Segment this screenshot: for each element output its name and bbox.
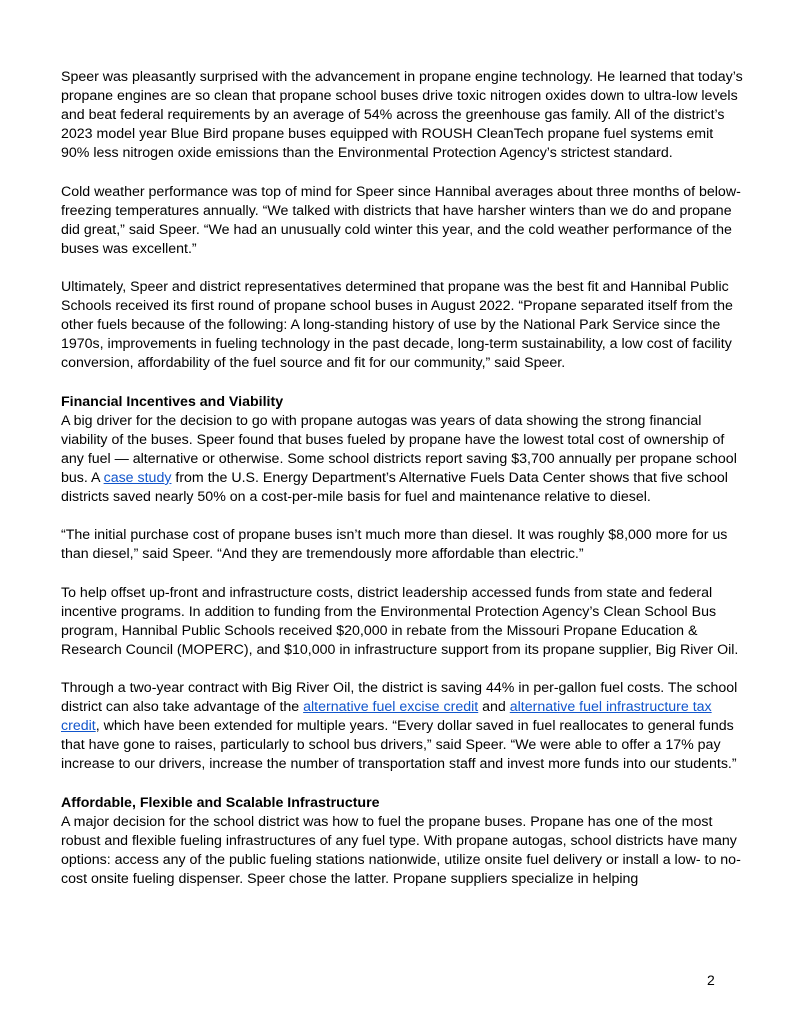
paragraph-propane-choice: Ultimately, Speer and district representatives determined that propane was the best fit and Hannibal Public Schools received its first round of propane school buses in August 2022. “Propane separated itself from the other fuels because of the following: A long-standing history of use by the National Park Service since the 1970s, improvements in fueling technology in the past decade, long-term sustainability, a low cost of facility conversion, affordability of the fuel source and fit for our community,” said Speer.: [61, 279, 733, 372]
document-page: [61, 68, 745, 908]
paragraph-incentive-programs: To help offset up-front and infrastructure costs, district leadership accessed funds from state and federal incentive programs. In addition to funding from the Environmental Protection Agency’s Clean School Bus program, Hannibal Public Schools received $20,000 in rebate from the Missouri Propane Education & Research Council (MOPERC), and $10,000 in infrastructure support from its propane supplier, Big River Oil.: [61, 584, 739, 658]
paragraph-text: and: [478, 699, 510, 716]
page-number: 2: [707, 972, 715, 988]
case-study-link[interactable]: case study: [103, 469, 172, 486]
paragraph-text: Through a two-year contract with Big River Oil, the district is saving 44% in per-gallon fuel costs. The school district can also take advantage of the: [61, 680, 738, 716]
infrastructure-tax-credit-link[interactable]: alternative fuel infrastructure tax credit: [61, 699, 712, 735]
heading-infrastructure: Affordable, Flexible and Scalable Infrastructure: [61, 794, 380, 811]
paragraph-cold-weather: Cold weather performance was top of mind for Speer since Hannibal averages about three months of below-freezing temperatures annually. “We talked with districts that have harsher winters than we do and propane did great,” said Speer. “We had an unusually cold winter this year, and the cold weather performance of the buses was excellent.”: [61, 183, 741, 257]
heading-financial-incentives: Financial Incentives and Viability: [61, 393, 284, 410]
paragraph-financial-viability: [61, 412, 745, 507]
paragraph-engine-technology: Speer was pleasantly surprised with the advancement in propane engine technology. He learned that today’s propane engines are so clean that propane school buses drive toxic nitrogen oxides down to ultra-low levels and beat federal requirements by an average of 54% across the greenhouse gas family. All of the district’s 2023 model year Blue Bird propane buses equipped with ROUSH CleanTech propane fuel systems emit 90% less nitrogen oxide emissions than the Environmental Protection Agency’s strictest standard.: [61, 69, 743, 162]
paragraph-fuel-savings: [61, 679, 745, 774]
paragraph-text: , which have been extended for multiple years. “Every dollar saved in fuel reallocates to general funds that have gone to raises, particularly to school bus drivers,” said Speer. “We were able to offer a 17% pay increase to our drivers, increase the number of transportation staff and invest more funds into our students.”: [61, 718, 737, 773]
paragraph-purchase-cost: “The initial purchase cost of propane buses isn’t much more than diesel. It was roughly $8,000 more for us than diesel,” said Speer. “And they are tremendously more affordable than electric.”: [61, 527, 728, 563]
excise-credit-link[interactable]: alternative fuel excise credit: [303, 699, 479, 716]
paragraph-text: from the U.S. Energy Department’s Alternative Fuels Data Center shows that five school districts saved nearly 50% on a cost-per-mile basis for fuel and maintenance relative to diesel.: [61, 469, 728, 506]
paragraph-text: A big driver for the decision to go with propane autogas was years of data showing the strong financial viability of the buses. Speer found that buses fueled by propane have the lowest total cost of ownership of any fuel — alternative or otherwise. Some school districts report saving $3,700 annually per propane school bus. A: [61, 412, 737, 486]
paragraph-fueling-options: A major decision for the school district was how to fuel the propane buses. Propane has one of the most robust and flexible fueling infrastructures of any fuel type. With propane autogas, school districts have many options: access any of the public fueling stations nationwide, utilize onsite fuel delivery or install a low- to no-cost onsite fueling dispenser. Speer chose the latter. Propane suppliers specialize in helping: [61, 813, 741, 887]
